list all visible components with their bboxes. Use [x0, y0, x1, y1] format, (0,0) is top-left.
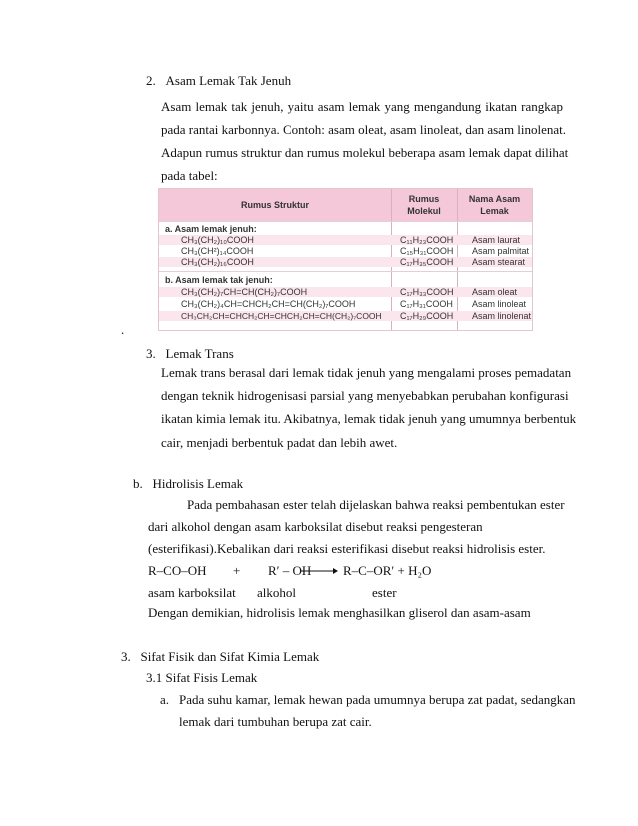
row-b1-name: Asam oleat: [472, 287, 518, 297]
header-lemak: Lemak: [480, 206, 509, 216]
reaction-plus: +: [233, 563, 241, 578]
stray-dot: .: [121, 322, 125, 337]
hidrolisis-line-2: dari alkohol dengan asam karboksilat disebut reaksi pengesteran: [148, 519, 483, 534]
label-alkohol: alkohol: [257, 585, 296, 600]
hidrolisis-conclusion: Dengan demikian, hidrolisis lemak menghasilkan gliserol dan asam-asam: [148, 605, 531, 620]
hidrolisis-line-3: (esterifikasi).Kebalikan dari reaksi esterifikasi disebut reaksi hidrolisis ester.: [148, 541, 546, 556]
row-a2-formula: C₁₅H₃₁COOH: [400, 246, 454, 256]
table-header-rule: [159, 221, 532, 222]
reaction-reactant-2: R′ – OH: [268, 563, 312, 578]
header-molekul: Molekul: [407, 206, 441, 216]
row-a1-formula: C₁₁H₂₃COOH: [400, 235, 454, 245]
row-b2-name: Asam linoleat: [472, 299, 527, 309]
section-a-label: a. Asam lemak jenuh:: [165, 224, 257, 234]
sifat-subheading: 3.1 Sifat Fisis Lemak: [146, 670, 258, 685]
section-2-line-3: Adapun rumus struktur dan rumus molekul beberapa asam lemak dapat dilihat: [161, 145, 569, 160]
row-a3-name: Asam stearat: [472, 257, 526, 267]
reaction-arrow-icon: [300, 566, 338, 576]
row-a2-name: Asam palmitat: [472, 246, 530, 256]
row-b3-formula: C₁₇H₂₉COOH: [400, 311, 454, 321]
row-a3-struct: CH₃(CH₂)₁₆COOH: [181, 257, 254, 267]
section-2-line-1: Asam lemak tak jenuh, yaitu asam lemak yang mengandung ikatan rangkap: [161, 99, 563, 114]
sifat-heading: 3. Sifat Fisik dan Sifat Kimia Lemak: [121, 649, 320, 664]
row-b2-formula: C₁₇H₃₁COOH: [400, 299, 453, 309]
label-asam-karboksilat: asam karboksilat: [148, 585, 236, 600]
reaction-product: R–C–OR′ + H₂O: [343, 563, 432, 578]
row-b3-name: Asam linolenat: [472, 311, 532, 321]
sifat-item-a-line-2: lemak dari tumbuhan berupa zat cair.: [179, 714, 372, 729]
reaction-reactant-1: R–CO–OH: [148, 563, 207, 578]
section-3-heading: 3. Lemak Trans: [146, 346, 234, 361]
row-b1-formula: C₁₇H₃₃COOH: [400, 287, 454, 297]
section-2-heading: 2. Asam Lemak Tak Jenuh: [146, 73, 292, 88]
section-b-label: b. Asam lemak tak jenuh:: [165, 275, 273, 285]
row-a3-formula: C₁₇H₃₅COOH: [400, 257, 454, 267]
header-nama-asam: Nama Asam: [468, 194, 521, 204]
sifat-item-a-marker: a.: [160, 692, 170, 707]
sifat-item-a-line-1: Pada suhu kamar, lemak hewan pada umumnya berupa zat padat, sedangkan: [179, 692, 576, 707]
row-a2-struct: CH₃(CH²)₁₄COOH: [181, 246, 254, 256]
row-a1-name: Asam laurat: [472, 235, 521, 245]
section-2-line-2: pada rantai karbonnya. Contoh: asam oleat, asam linoleat, dan asam linolenat.: [161, 122, 567, 137]
row-b2-struct: CH₃(CH₂)₄CH=CHCH₂CH=CH(CH₂)₇COOH: [181, 299, 356, 309]
header-rumus: Rumus: [408, 194, 440, 204]
section-3-line-2: dengan teknik hidrogenisasi parsial yang menyebabkan perubahan konfigurasi: [161, 388, 569, 403]
section-2-line-4: pada tabel:: [161, 168, 218, 183]
row-b1-struct: CH₃(CH₂)₇CH=CH(CH₂)₇COOH: [181, 287, 308, 297]
row-a1-struct: CH₃(CH₂)₁₀COOH: [181, 235, 254, 245]
fatty-acid-table: [158, 188, 533, 331]
row-b3-struct: CH₃CH₂CH=CHCH₂CH=CHCH₂CH=CH(CH₂)₇COOH: [181, 311, 382, 321]
hidrolisis-line-1: Pada pembahasan ester telah dijelaskan bahwa reaksi pembentukan ester: [187, 497, 565, 512]
hidrolisis-heading: b. Hidrolisis Lemak: [133, 476, 244, 491]
section-3-line-4: cair, menjadi berbentuk padat dan lebih awet.: [161, 435, 398, 450]
table-section-rule: [159, 271, 532, 272]
section-3-line-1: Lemak trans berasal dari lemak tidak jenuh yang mengalami proses pemadatan: [161, 365, 572, 380]
section-3-line-3: ikatan kimia lemak itu. Akibatnya, lemak tidak jenuh yang umumnya berbentuk: [161, 411, 577, 426]
label-ester: ester: [372, 585, 397, 600]
header-rumus-struktur: Rumus Struktur: [240, 200, 309, 210]
